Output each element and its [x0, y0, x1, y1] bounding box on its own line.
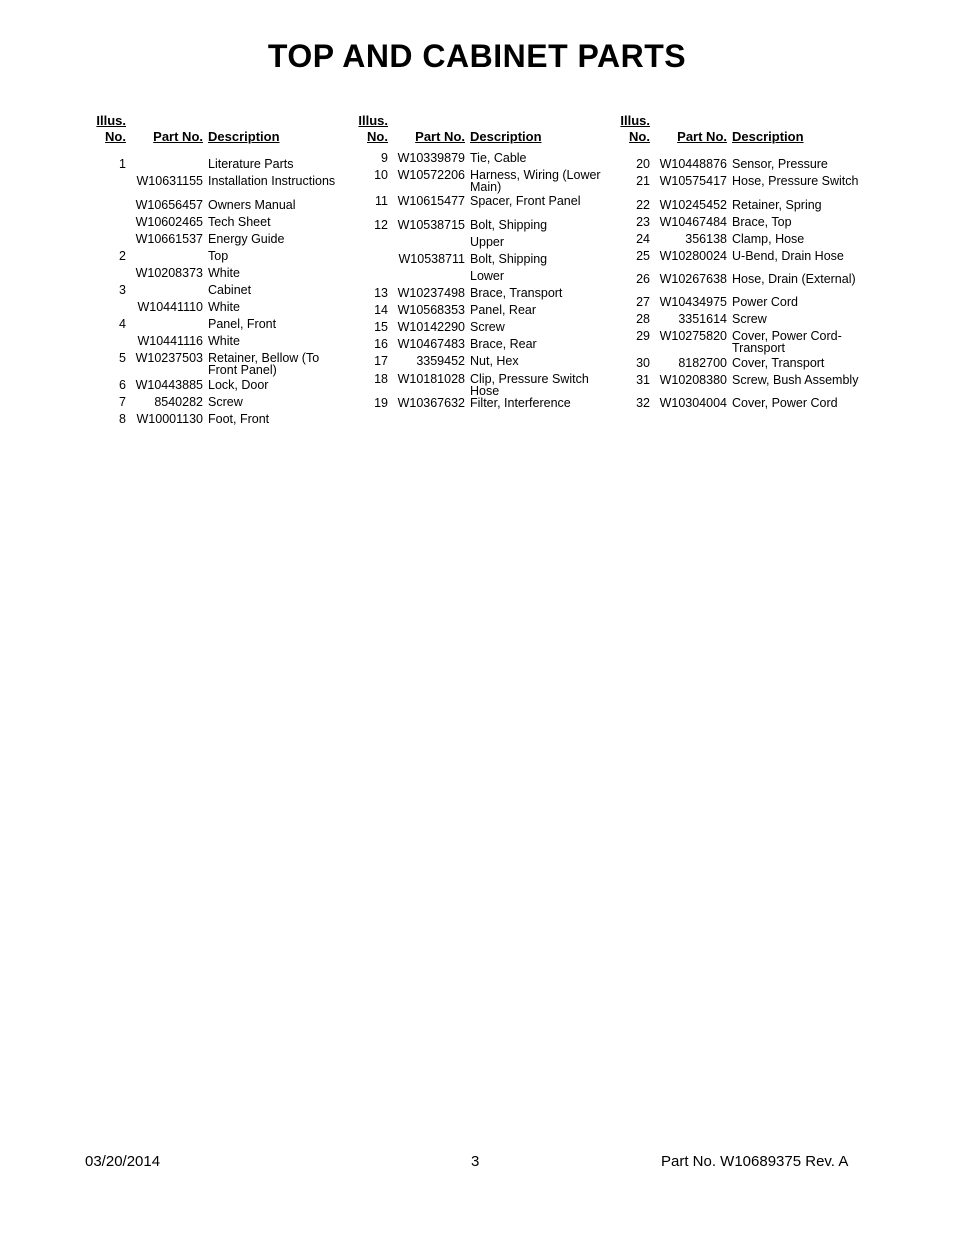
illus-number: 7	[119, 395, 126, 409]
part-description: Power Cord	[732, 295, 798, 309]
illus-number: 9	[381, 151, 388, 165]
illus-number: 18	[374, 372, 388, 386]
part-number: 8182700	[678, 356, 727, 370]
illus-number: 5	[119, 351, 126, 365]
part-number: 8540282	[154, 395, 203, 409]
header-illus-no	[616, 113, 650, 145]
part-description: Top	[208, 249, 229, 263]
illus-number: 23	[636, 215, 650, 229]
part-description: Panel, Front	[208, 317, 277, 331]
part-number: W10237503	[135, 351, 203, 365]
header-illus-line2: No.	[367, 129, 388, 144]
part-number: W10467483	[397, 337, 465, 351]
part-number: W10001130	[136, 412, 203, 426]
part-number: W10237498	[397, 286, 465, 300]
illus-number: 2	[119, 249, 126, 263]
header-description: Description	[208, 129, 280, 144]
part-description: U-Bend, Drain Hose	[732, 249, 844, 263]
part-description: Brace, Transport	[470, 286, 563, 300]
part-number: 3359452	[416, 354, 465, 368]
part-number: W10602465	[135, 215, 203, 229]
part-description: Tech Sheet	[208, 215, 271, 229]
illus-number: 22	[636, 198, 650, 212]
part-number: W10572206	[397, 168, 465, 182]
part-number: W10467484	[659, 215, 727, 229]
illus-number: 21	[636, 174, 650, 188]
part-number: W10181028	[397, 372, 465, 386]
part-number: W10142290	[397, 320, 465, 334]
part-description: Retainer, Spring	[732, 198, 822, 212]
header-illus-line1: Illus.	[358, 113, 388, 128]
part-description: Energy Guide	[208, 232, 285, 246]
part-number: W10367632	[397, 396, 465, 410]
part-number: W10538711	[398, 252, 465, 266]
part-number: W10208373	[135, 266, 203, 280]
illus-number: 12	[374, 218, 388, 232]
footer-part-number: Part No. W10689375 Rev. A	[661, 1153, 849, 1170]
part-number: W10280024	[659, 249, 727, 263]
illus-number: 14	[374, 303, 388, 317]
part-description: Screw	[208, 395, 243, 409]
part-number: W10441110	[137, 300, 203, 314]
part-description: Lower	[470, 269, 505, 283]
illus-number: 29	[636, 329, 650, 343]
part-number: W10443885	[135, 378, 203, 392]
illus-number: 4	[119, 317, 126, 331]
part-description: White	[208, 266, 240, 280]
illus-number: 8	[119, 412, 126, 426]
part-description: Brace, Rear	[470, 337, 537, 351]
illus-number: 24	[636, 232, 650, 246]
header-illus-line2: No.	[105, 129, 126, 144]
header-illus-line1: Illus.	[96, 113, 126, 128]
illus-number: 31	[636, 373, 650, 387]
part-description: Owners Manual	[208, 198, 296, 212]
part-description: Cover, Transport	[732, 356, 825, 370]
illus-number: 25	[636, 249, 650, 263]
part-number: W10434975	[659, 295, 727, 309]
footer-date: 03/20/2014	[85, 1153, 161, 1170]
illus-number: 10	[374, 168, 388, 182]
part-number: W10448876	[659, 157, 727, 171]
illus-number: 27	[636, 295, 650, 309]
part-number: W10208380	[659, 373, 727, 387]
part-description: Screw	[732, 312, 767, 326]
illus-number: 13	[374, 286, 388, 300]
illus-number: 15	[374, 320, 388, 334]
footer-page-number: 3	[471, 1153, 480, 1170]
part-description: Installation Instructions	[208, 174, 336, 188]
part-description: Bolt, Shipping	[470, 252, 548, 266]
part-description: Hose, Drain (External)	[732, 272, 856, 286]
header-description: Description	[732, 129, 804, 144]
illus-number: 28	[636, 312, 650, 326]
part-description: Retainer, Bellow (To Front Panel)	[208, 351, 320, 377]
illus-number: 26	[636, 272, 650, 286]
illus-number: 1	[119, 157, 126, 171]
part-number: W10275820	[659, 329, 727, 343]
part-description: Filter, Interference	[470, 396, 571, 410]
part-number: W10441116	[137, 334, 203, 348]
part-number: 3351614	[678, 312, 727, 326]
part-description: Foot, Front	[208, 412, 270, 426]
part-description: Spacer, Front Panel	[470, 194, 581, 208]
part-number: W10339879	[397, 151, 465, 165]
part-description: Tie, Cable	[470, 151, 527, 165]
part-description: Upper	[470, 235, 505, 249]
header-part-no: Part No.	[415, 129, 465, 144]
part-description: Cabinet	[208, 283, 252, 297]
illus-number: 3	[119, 283, 126, 297]
part-number: W10245452	[659, 198, 727, 212]
part-description: Bolt, Shipping	[470, 218, 548, 232]
header-description: Description	[470, 129, 542, 144]
part-description: White	[208, 334, 240, 348]
part-number: W10661537	[135, 232, 203, 246]
illus-number: 19	[374, 396, 388, 410]
part-description: Hose, Pressure Switch	[732, 174, 859, 188]
part-description: Panel, Rear	[470, 303, 537, 317]
part-description: Nut, Hex	[470, 354, 519, 368]
part-number: W10575417	[659, 174, 727, 188]
part-description: Literature Parts	[208, 157, 294, 171]
illus-number: 20	[636, 157, 650, 171]
part-description: Brace, Top	[732, 215, 792, 229]
header-part-no: Part No.	[677, 129, 727, 144]
part-description: Sensor, Pressure	[732, 157, 828, 171]
part-number: W10656457	[135, 198, 203, 212]
illus-number: 6	[119, 378, 126, 392]
part-number: W10568353	[397, 303, 465, 317]
header-illus-line1: Illus.	[620, 113, 650, 128]
part-description: Clip, Pressure Switch Hose	[470, 372, 589, 398]
illus-number: 16	[374, 337, 388, 351]
part-number: W10538715	[397, 218, 465, 232]
page-title: TOP AND CABINET PARTS	[267, 38, 687, 74]
part-description: Lock, Door	[208, 378, 269, 392]
part-description: Cover, Power Cord-Transport	[732, 329, 842, 355]
part-description: White	[208, 300, 240, 314]
header-part-no: Part No.	[153, 129, 203, 144]
part-description: Screw	[470, 320, 505, 334]
part-number: W10304004	[659, 396, 727, 410]
part-number: W10267638	[659, 272, 727, 286]
illus-number: 11	[375, 194, 388, 208]
illus-number: 30	[636, 356, 650, 370]
header-illus-line2: No.	[629, 129, 650, 144]
header-illus-no	[92, 113, 126, 145]
part-description: Harness, Wiring (Lower Main)	[470, 168, 601, 194]
part-description: Screw, Bush Assembly	[732, 373, 859, 387]
part-description: Cover, Power Cord	[732, 396, 838, 410]
illus-number: 17	[374, 354, 388, 368]
part-number: 356138	[685, 232, 727, 246]
part-number: W10615477	[397, 194, 465, 208]
part-description: Clamp, Hose	[732, 232, 805, 246]
illus-number: 32	[636, 396, 650, 410]
part-number: W10631155	[136, 174, 203, 188]
header-illus-no	[354, 113, 388, 145]
